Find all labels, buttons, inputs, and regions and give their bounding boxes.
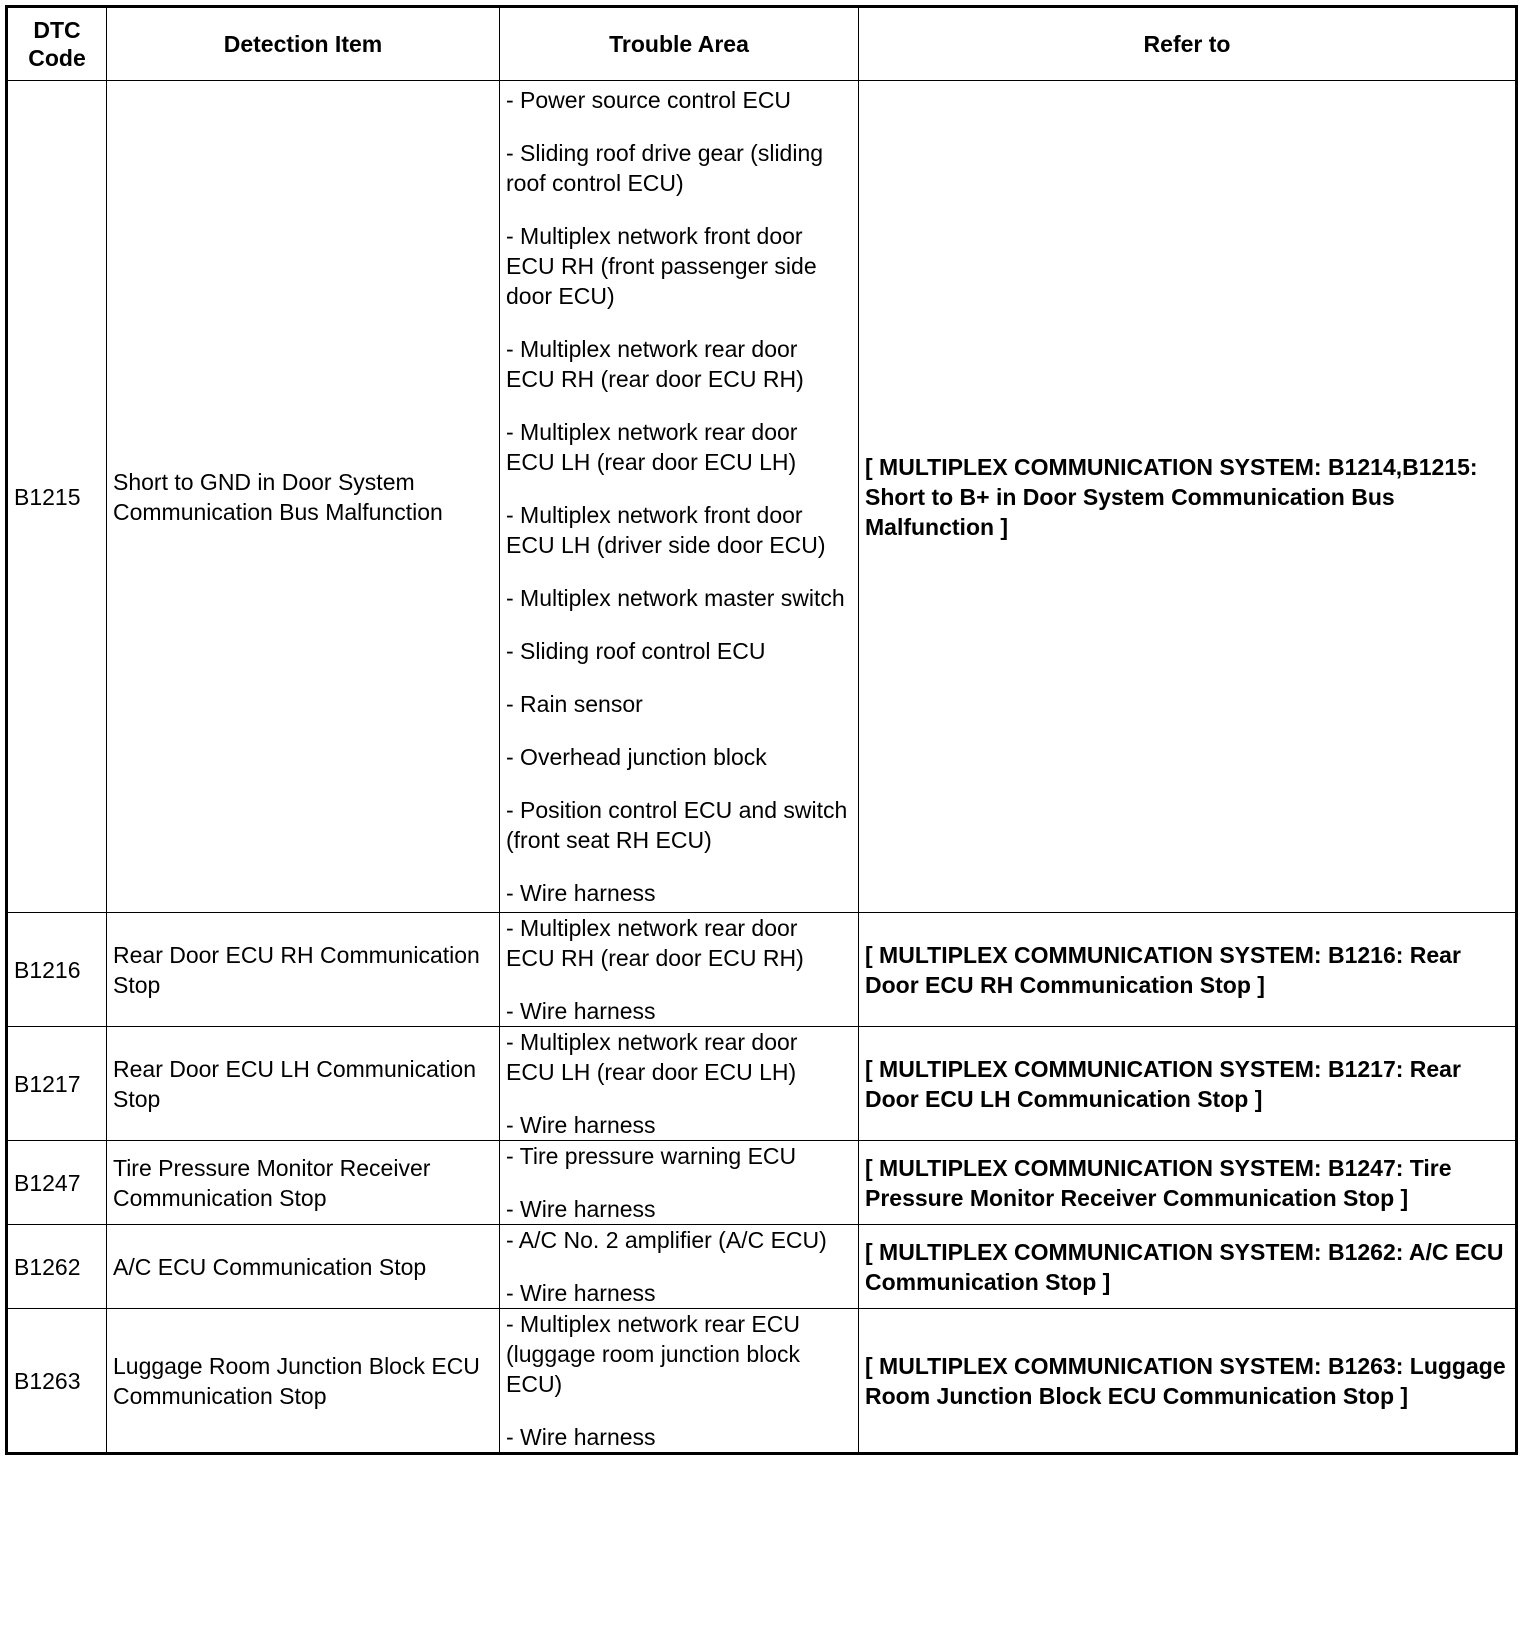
table-row: [7, 913, 1517, 1027]
table-row: [7, 81, 1517, 913]
refer-to-cell: [ MULTIPLEX COMMUNICATION SYSTEM: B1214,B1215: Short to B+ in Door System Communication Bus Malfunction ]: [859, 81, 1517, 913]
table-row: [7, 1141, 1517, 1225]
trouble-area-cell: [500, 81, 859, 913]
dtc-code-cell: B1263: [7, 1309, 107, 1454]
trouble-area-list: [506, 1309, 852, 1452]
header-dtc-code: DTC Code: [7, 7, 107, 81]
detection-item-cell: Short to GND in Door System Communication Bus Malfunction: [107, 81, 500, 913]
dtc-code-cell: B1262: [7, 1225, 107, 1309]
trouble-area-cell: [500, 1027, 859, 1141]
trouble-area-item: - Rain sensor: [506, 691, 643, 717]
trouble-area-item: - Wire harness: [506, 1196, 656, 1222]
trouble-area-item: - Position control ECU and switch (front seat RH ECU): [506, 797, 848, 853]
refer-to-cell: [ MULTIPLEX COMMUNICATION SYSTEM: B1247: Tire Pressure Monitor Receiver Communication Stop ]: [859, 1141, 1517, 1225]
table-header: [7, 7, 1517, 81]
trouble-area-item: - Multiplex network front door ECU LH (driver side door ECU): [506, 502, 826, 558]
trouble-area-cell: [500, 1309, 859, 1454]
dtc-table: [5, 5, 1518, 1455]
trouble-area-item: - Multiplex network master switch: [506, 585, 845, 611]
trouble-area-item: - Wire harness: [506, 880, 656, 906]
trouble-area-item: - Multiplex network rear door ECU RH (rear door ECU RH): [506, 336, 804, 392]
trouble-area-list: [506, 85, 852, 908]
trouble-area-item: - Multiplex network rear door ECU LH (rear door ECU LH): [506, 419, 798, 475]
trouble-area-item: - Wire harness: [506, 1424, 656, 1450]
table-row: [7, 1309, 1517, 1454]
table-body: [7, 81, 1517, 1454]
detection-item-cell: Tire Pressure Monitor Receiver Communication Stop: [107, 1141, 500, 1225]
dtc-code-cell: B1216: [7, 913, 107, 1027]
trouble-area-item: - Overhead junction block: [506, 744, 767, 770]
trouble-area-list: [506, 1141, 852, 1224]
trouble-area-item: - Multiplex network rear door ECU LH (rear door ECU LH): [506, 1029, 798, 1085]
header-trouble-area: Trouble Area: [500, 7, 859, 81]
trouble-area-item: - Sliding roof drive gear (sliding roof control ECU): [506, 140, 824, 196]
trouble-area-item: - Multiplex network front door ECU RH (front passenger side door ECU): [506, 223, 817, 309]
refer-to-cell: [ MULTIPLEX COMMUNICATION SYSTEM: B1262: A/C ECU Communication Stop ]: [859, 1225, 1517, 1309]
refer-to-cell: [ MULTIPLEX COMMUNICATION SYSTEM: B1217: Rear Door ECU LH Communication Stop ]: [859, 1027, 1517, 1141]
table-row: [7, 1225, 1517, 1309]
detection-item-cell: Rear Door ECU RH Communication Stop: [107, 913, 500, 1027]
trouble-area-item: - Wire harness: [506, 998, 656, 1024]
dtc-code-cell: B1217: [7, 1027, 107, 1141]
trouble-area-item: - Wire harness: [506, 1112, 656, 1138]
trouble-area-list: [506, 1225, 852, 1308]
table-row: [7, 1027, 1517, 1141]
trouble-area-list: [506, 1027, 852, 1140]
trouble-area-list: [506, 913, 852, 1026]
refer-to-cell: [ MULTIPLEX COMMUNICATION SYSTEM: B1216: Rear Door ECU RH Communication Stop ]: [859, 913, 1517, 1027]
trouble-area-item: - Tire pressure warning ECU: [506, 1143, 797, 1169]
trouble-area-item: - Multiplex network rear ECU (luggage room junction block ECU): [506, 1311, 801, 1397]
trouble-area-cell: [500, 913, 859, 1027]
trouble-area-item: - Multiplex network rear door ECU RH (rear door ECU RH): [506, 915, 804, 971]
header-row: [7, 7, 1517, 81]
header-detection-item: Detection Item: [107, 7, 500, 81]
trouble-area-item: - Wire harness: [506, 1280, 656, 1306]
detection-item-cell: Luggage Room Junction Block ECU Communication Stop: [107, 1309, 500, 1454]
trouble-area-item: - A/C No. 2 amplifier (A/C ECU): [506, 1227, 827, 1253]
dtc-code-cell: B1247: [7, 1141, 107, 1225]
trouble-area-item: - Power source control ECU: [506, 87, 792, 113]
header-refer-to: Refer to: [859, 7, 1517, 81]
refer-to-cell: [ MULTIPLEX COMMUNICATION SYSTEM: B1263: Luggage Room Junction Block ECU Communication Stop ]: [859, 1309, 1517, 1454]
dtc-code-cell: B1215: [7, 81, 107, 913]
trouble-area-cell: [500, 1225, 859, 1309]
trouble-area-item: - Sliding roof control ECU: [506, 638, 766, 664]
detection-item-cell: A/C ECU Communication Stop: [107, 1225, 500, 1309]
trouble-area-cell: [500, 1141, 859, 1225]
detection-item-cell: Rear Door ECU LH Communication Stop: [107, 1027, 500, 1141]
